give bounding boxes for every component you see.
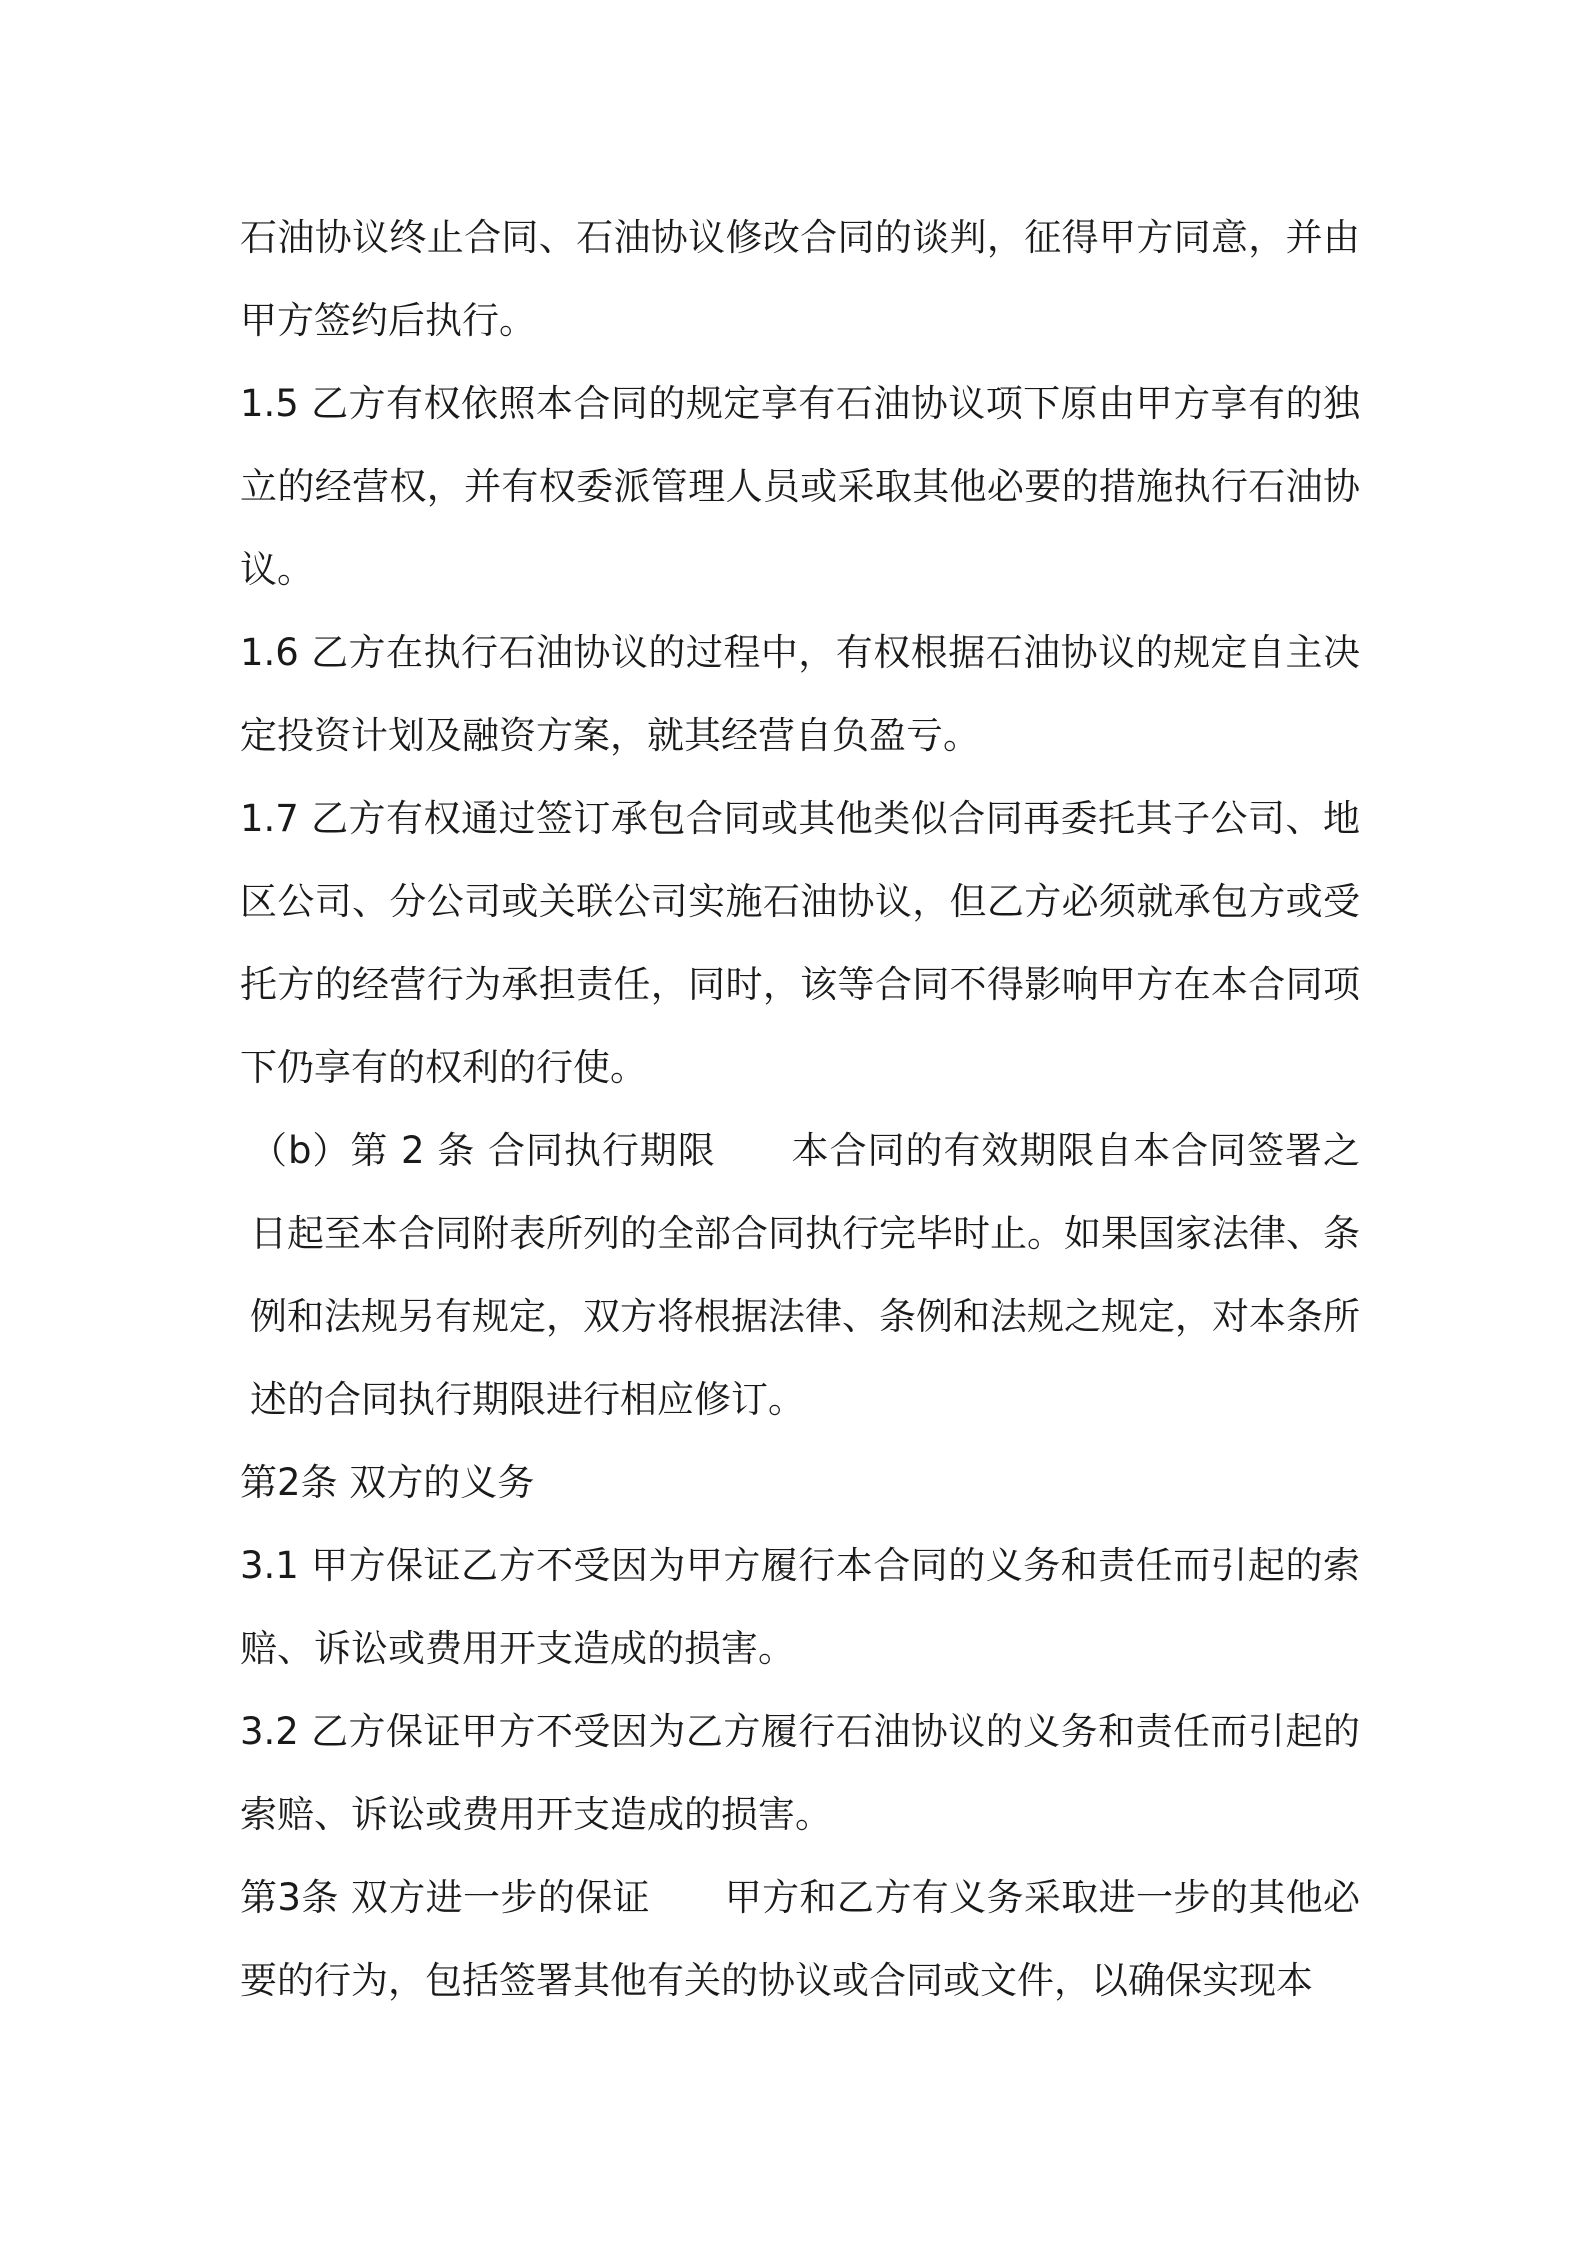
paragraph-continuation: 石油协议终止合同、石油协议修改合同的谈判，征得甲方同意，并由甲方签约后执行。 <box>240 216 1360 342</box>
article-3-further-assurance: 第3条 双方进一步的保证 甲方和乙方有义务采取进一步的其他必要的行为，包括签署其他有关的协议或合同或文件，以确保实现本 <box>240 1876 1360 2002</box>
clause-3-2: 3.2 乙方保证甲方不受因为乙方履行石油协议的义务和责任而引起的索赔、诉讼或费用开支造成的损害。 <box>240 1710 1360 1836</box>
article-heading-obligations: 第2条 双方的义务 <box>240 1461 535 1504</box>
clause-1-5: 1.5 乙方有权依照本合同的规定享有石油协议项下原由甲方享有的独立的经营权，并有权委派管理人员或采取其他必要的措施执行石油协议。 <box>240 382 1360 591</box>
article-2-term: （b）第 2 条 合同执行期限 本合同的有效期限自本合同签署之日起至本合同附表所列的全部合同执行完毕时止。如果国家法律、条例和法规另有规定，双方将根据法律、条例和法规之规定，对本条所述的合同执行期限进行相应修订。 <box>250 1129 1360 1421</box>
document-body <box>240 196 1360 2022</box>
clause-3-1: 3.1 甲方保证乙方不受因为甲方履行本合同的义务和责任而引起的索赔、诉讼或费用开支造成的损害。 <box>240 1544 1360 1670</box>
clause-1-6: 1.6 乙方在执行石油协议的过程中，有权根据石油协议的规定自主决定投资计划及融资方案，就其经营自负盈亏。 <box>240 631 1360 757</box>
clause-1-7: 1.7 乙方有权通过签订承包合同或其他类似合同再委托其子公司、地区公司、分公司或关联公司实施石油协议，但乙方必须就承包方或受托方的经营行为承担责任，同时，该等合同不得影响甲方在本合同项下仍享有的权利的行使。 <box>240 797 1360 1089</box>
